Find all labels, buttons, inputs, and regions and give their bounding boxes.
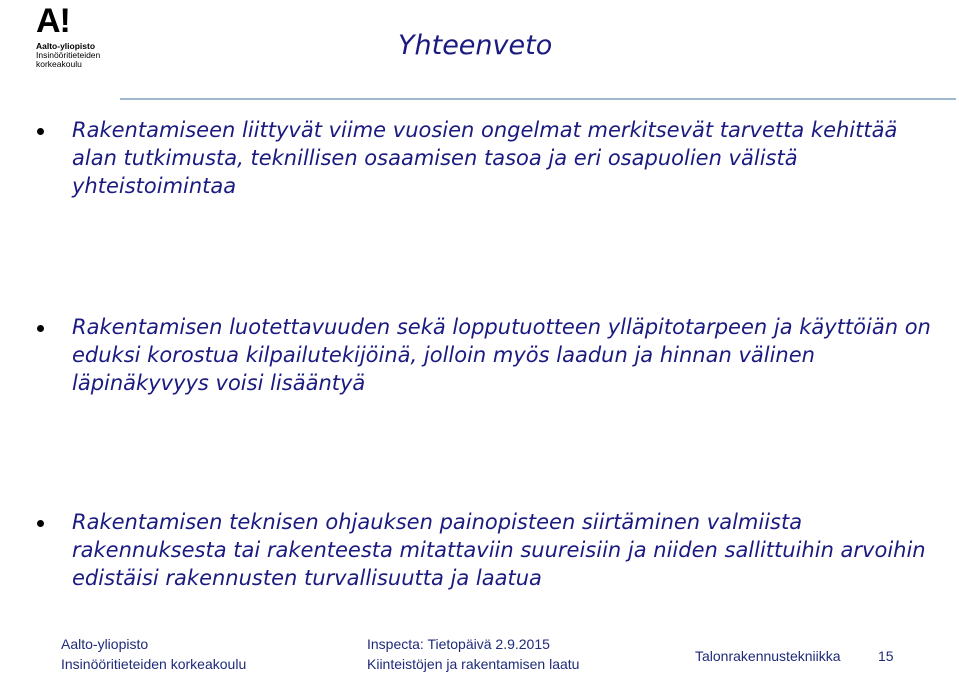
logo-text-university: Aalto-yliopisto (36, 41, 96, 51)
bullet-dot-icon (37, 128, 44, 135)
bullet-item (72, 116, 932, 200)
logo-text-school-2: korkeakoulu (36, 59, 82, 69)
bullet-dot-icon (37, 520, 44, 527)
footer-event-subtitle: Kiinteistöjen ja rakentamisen laatu (367, 656, 580, 672)
bullet-item (72, 508, 932, 592)
footer-organization (61, 634, 246, 674)
page-number: 15 (878, 648, 894, 664)
logo-mark: A! (36, 2, 70, 40)
aalto-logo (36, 4, 116, 68)
footer-university: Aalto-yliopisto (61, 636, 149, 652)
footer-school: Insinööritieteiden korkeakoulu (61, 656, 247, 672)
bullet-item (72, 313, 932, 397)
bullet-text: Rakentamiseen liittyvät viime vuosien ongelmat merkitsevät tarvetta kehittää alan tutkimusta, teknillisen osaamisen tasoa ja eri osapuolien välistä yhteistoimintaa (72, 118, 898, 198)
footer-event-title: Inspecta: Tietopäivä 2.9.2015 (367, 636, 550, 652)
footer-department: Talonrakennustekniikka (695, 648, 841, 664)
footer-event (367, 634, 579, 674)
bullet-text: Rakentamisen luotettavuuden sekä lopputuotteen ylläpitotarpeen ja käyttöiän on eduksi korostua kilpailutekijöinä, jolloin myös laadun ja hinnan välinen läpinäkyvyys voisi lisääntyä (72, 315, 931, 395)
slide-title: Yhteenveto (398, 30, 553, 61)
bullet-text: Rakentamisen teknisen ohjauksen painopisteen siirtäminen valmiista rakennuksesta tai rakenteesta mitattaviin suureisiin ja niiden sallittuihin arvoihin edistäisi rakennusten turvallisuutta ja laatua (72, 510, 926, 590)
bullet-dot-icon (37, 325, 44, 332)
title-divider (120, 98, 956, 100)
logo-text-school-1: Insinööritieteiden (36, 50, 101, 60)
